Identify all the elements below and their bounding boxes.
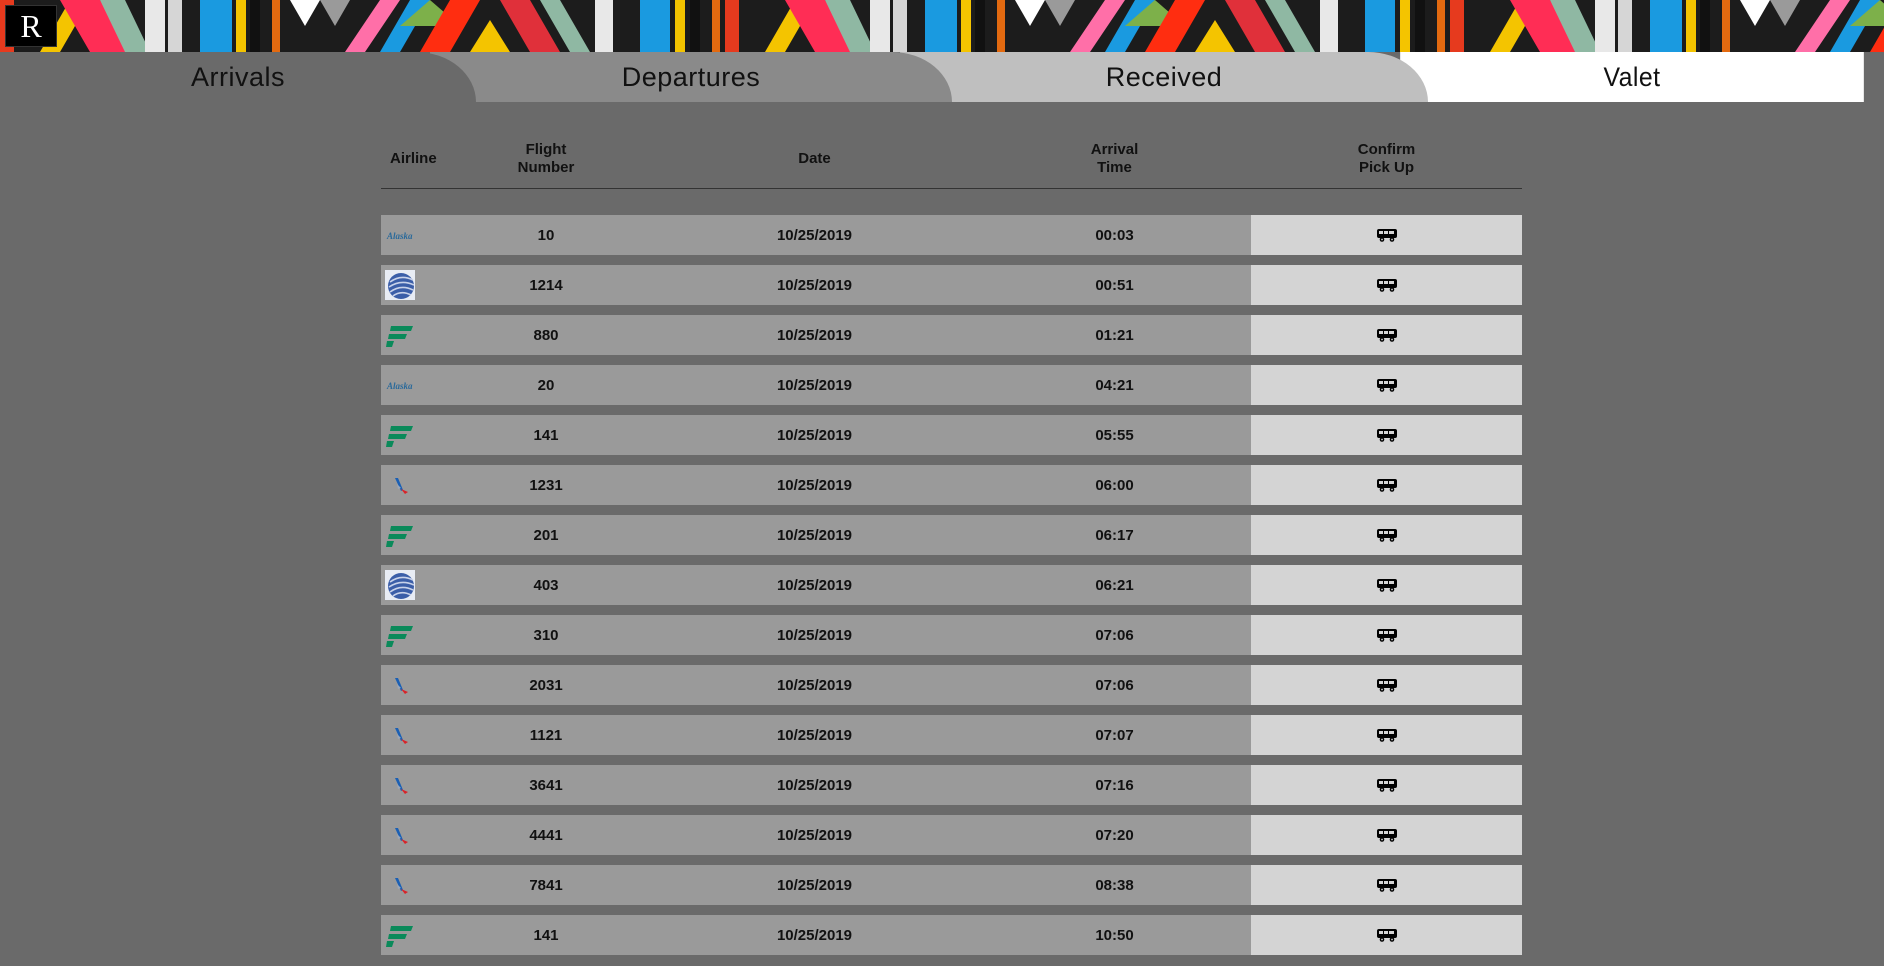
van-icon <box>1376 228 1398 242</box>
table-row <box>381 415 1522 455</box>
table-row <box>381 865 1522 905</box>
flight-number-cell: 310 <box>533 626 559 644</box>
table-row <box>381 715 1522 755</box>
confirm-pickup-button[interactable] <box>1251 815 1522 855</box>
van-icon <box>1376 578 1398 592</box>
table-row <box>381 465 1522 505</box>
arrival-time-cell: 07:20 <box>1095 826 1134 844</box>
table-row <box>381 265 1522 305</box>
date-cell: 10/25/2019 <box>776 526 853 544</box>
confirm-pickup-button[interactable] <box>1251 365 1522 405</box>
arrival-time-cell: 00:51 <box>1095 276 1134 294</box>
arrival-time-cell: 05:55 <box>1095 426 1134 444</box>
van-icon <box>1376 678 1398 692</box>
frontier-logo-icon <box>381 415 441 455</box>
date-cell: 10/25/2019 <box>776 476 853 494</box>
american-logo-icon <box>381 715 441 755</box>
arrival-time-cell: 07:16 <box>1095 776 1134 794</box>
confirm-pickup-button[interactable] <box>1251 415 1522 455</box>
date-cell: 10/25/2019 <box>776 876 853 894</box>
header-confirm-line1: Confirm <box>1357 141 1416 158</box>
header-time-line1: Arrival <box>1090 141 1139 158</box>
flight-number-cell: 880 <box>533 326 559 344</box>
date-cell: 10/25/2019 <box>776 226 853 244</box>
arrival-time-cell: 07:06 <box>1095 626 1134 644</box>
svg-text:Alaska: Alaska <box>387 231 413 241</box>
confirm-pickup-button[interactable] <box>1251 515 1522 555</box>
van-icon <box>1376 528 1398 542</box>
arrival-time-cell: 01:21 <box>1095 326 1134 344</box>
table-row <box>381 615 1522 655</box>
date-cell: 10/25/2019 <box>776 426 853 444</box>
frontier-logo-icon <box>381 915 441 955</box>
confirm-pickup-button[interactable] <box>1251 315 1522 355</box>
van-icon <box>1376 478 1398 492</box>
flight-number-cell: 141 <box>533 926 559 944</box>
tab-departures[interactable] <box>430 52 952 102</box>
van-icon <box>1376 728 1398 742</box>
confirm-pickup-button[interactable] <box>1251 915 1522 955</box>
confirm-pickup-button[interactable] <box>1251 765 1522 805</box>
flight-number-cell: 2031 <box>529 676 563 694</box>
tab-received-label: Received <box>1105 61 1223 92</box>
header-confirm-line2: Pick Up <box>1358 159 1415 176</box>
tab-bar <box>0 52 1884 102</box>
van-icon <box>1376 878 1398 892</box>
table-body <box>381 215 1522 955</box>
van-icon <box>1376 778 1398 792</box>
flight-number-cell: 10 <box>537 226 555 244</box>
table-row <box>381 915 1522 955</box>
brand-logo-letter: R <box>20 7 42 44</box>
date-cell: 10/25/2019 <box>776 326 853 344</box>
van-icon <box>1376 628 1398 642</box>
arrival-time-cell: 10:50 <box>1095 926 1134 944</box>
american-logo-icon <box>381 465 441 505</box>
confirm-pickup-button[interactable] <box>1251 615 1522 655</box>
confirm-pickup-button[interactable] <box>1251 215 1522 255</box>
american-logo-icon <box>381 865 441 905</box>
valet-table <box>381 130 1522 965</box>
united-logo-icon <box>381 265 441 305</box>
van-icon <box>1376 278 1398 292</box>
tab-valet-label: Valet <box>1603 61 1661 92</box>
flight-number-cell: 403 <box>533 576 559 594</box>
arrival-time-cell: 07:06 <box>1095 676 1134 694</box>
date-cell: 10/25/2019 <box>776 726 853 744</box>
tab-departures-label: Departures <box>621 61 761 92</box>
confirm-pickup-button[interactable] <box>1251 665 1522 705</box>
flight-number-cell: 20 <box>537 376 555 394</box>
table-header <box>381 130 1522 189</box>
header-flight-line1: Flight <box>525 141 567 158</box>
decorative-banner <box>0 0 1884 52</box>
frontier-logo-icon <box>381 315 441 355</box>
flight-number-cell: 1231 <box>529 476 563 494</box>
van-icon <box>1376 928 1398 942</box>
frontier-logo-icon <box>381 615 441 655</box>
arrival-time-cell: 06:21 <box>1095 576 1134 594</box>
arrival-time-cell: 07:07 <box>1095 726 1134 744</box>
table-row <box>381 215 1522 255</box>
table-row <box>381 515 1522 555</box>
frontier-logo-icon <box>381 515 441 555</box>
tab-received[interactable] <box>900 52 1428 102</box>
confirm-pickup-button[interactable] <box>1251 565 1522 605</box>
arrival-time-cell: 08:38 <box>1095 876 1134 894</box>
date-cell: 10/25/2019 <box>776 626 853 644</box>
flight-number-cell: 7841 <box>529 876 563 894</box>
header-flight-line2: Number <box>517 159 575 176</box>
header-time-line2: Time <box>1097 159 1132 176</box>
flight-number-cell: 3641 <box>529 776 563 794</box>
american-logo-icon <box>381 765 441 805</box>
tab-valet[interactable] <box>1400 52 1864 102</box>
header-flight-number <box>441 141 651 177</box>
date-cell: 10/25/2019 <box>776 776 853 794</box>
date-cell: 10/25/2019 <box>776 276 853 294</box>
tab-arrivals-label: Arrivals <box>190 61 285 92</box>
arrival-time-cell: 06:00 <box>1095 476 1134 494</box>
date-cell: 10/25/2019 <box>776 926 853 944</box>
american-logo-icon <box>381 815 441 855</box>
tab-arrivals[interactable] <box>0 52 476 102</box>
date-cell: 10/25/2019 <box>776 676 853 694</box>
alaska-logo-icon <box>381 365 441 405</box>
brand-logo[interactable] <box>5 5 57 47</box>
date-cell: 10/25/2019 <box>776 576 853 594</box>
flight-number-cell: 1214 <box>529 276 563 294</box>
table-row <box>381 815 1522 855</box>
van-icon <box>1376 428 1398 442</box>
united-logo-icon <box>381 565 441 605</box>
header-airline: Airline <box>390 150 437 167</box>
banner-pattern <box>0 0 1884 52</box>
svg-text:Alaska: Alaska <box>387 381 413 391</box>
alaska-logo-icon <box>381 215 441 255</box>
table-row <box>381 565 1522 605</box>
van-icon <box>1376 378 1398 392</box>
van-icon <box>1376 828 1398 842</box>
van-icon <box>1376 328 1398 342</box>
header-date: Date <box>798 150 831 167</box>
confirm-pickup-button[interactable] <box>1251 865 1522 905</box>
arrival-time-cell: 04:21 <box>1095 376 1134 394</box>
header-confirm-pickup <box>1251 141 1522 177</box>
date-cell: 10/25/2019 <box>776 826 853 844</box>
table-row <box>381 315 1522 355</box>
table-row <box>381 765 1522 805</box>
table-row <box>381 665 1522 705</box>
flight-number-cell: 1121 <box>529 726 563 744</box>
arrival-time-cell: 00:03 <box>1095 226 1134 244</box>
flight-number-cell: 141 <box>533 426 559 444</box>
american-logo-icon <box>381 665 441 705</box>
arrival-time-cell: 06:17 <box>1095 526 1134 544</box>
flight-number-cell: 4441 <box>529 826 563 844</box>
confirm-pickup-button[interactable] <box>1251 265 1522 305</box>
confirm-pickup-button[interactable] <box>1251 715 1522 755</box>
date-cell: 10/25/2019 <box>776 376 853 394</box>
confirm-pickup-button[interactable] <box>1251 465 1522 505</box>
flight-number-cell: 201 <box>533 526 559 544</box>
table-row <box>381 365 1522 405</box>
header-arrival-time <box>978 141 1251 177</box>
